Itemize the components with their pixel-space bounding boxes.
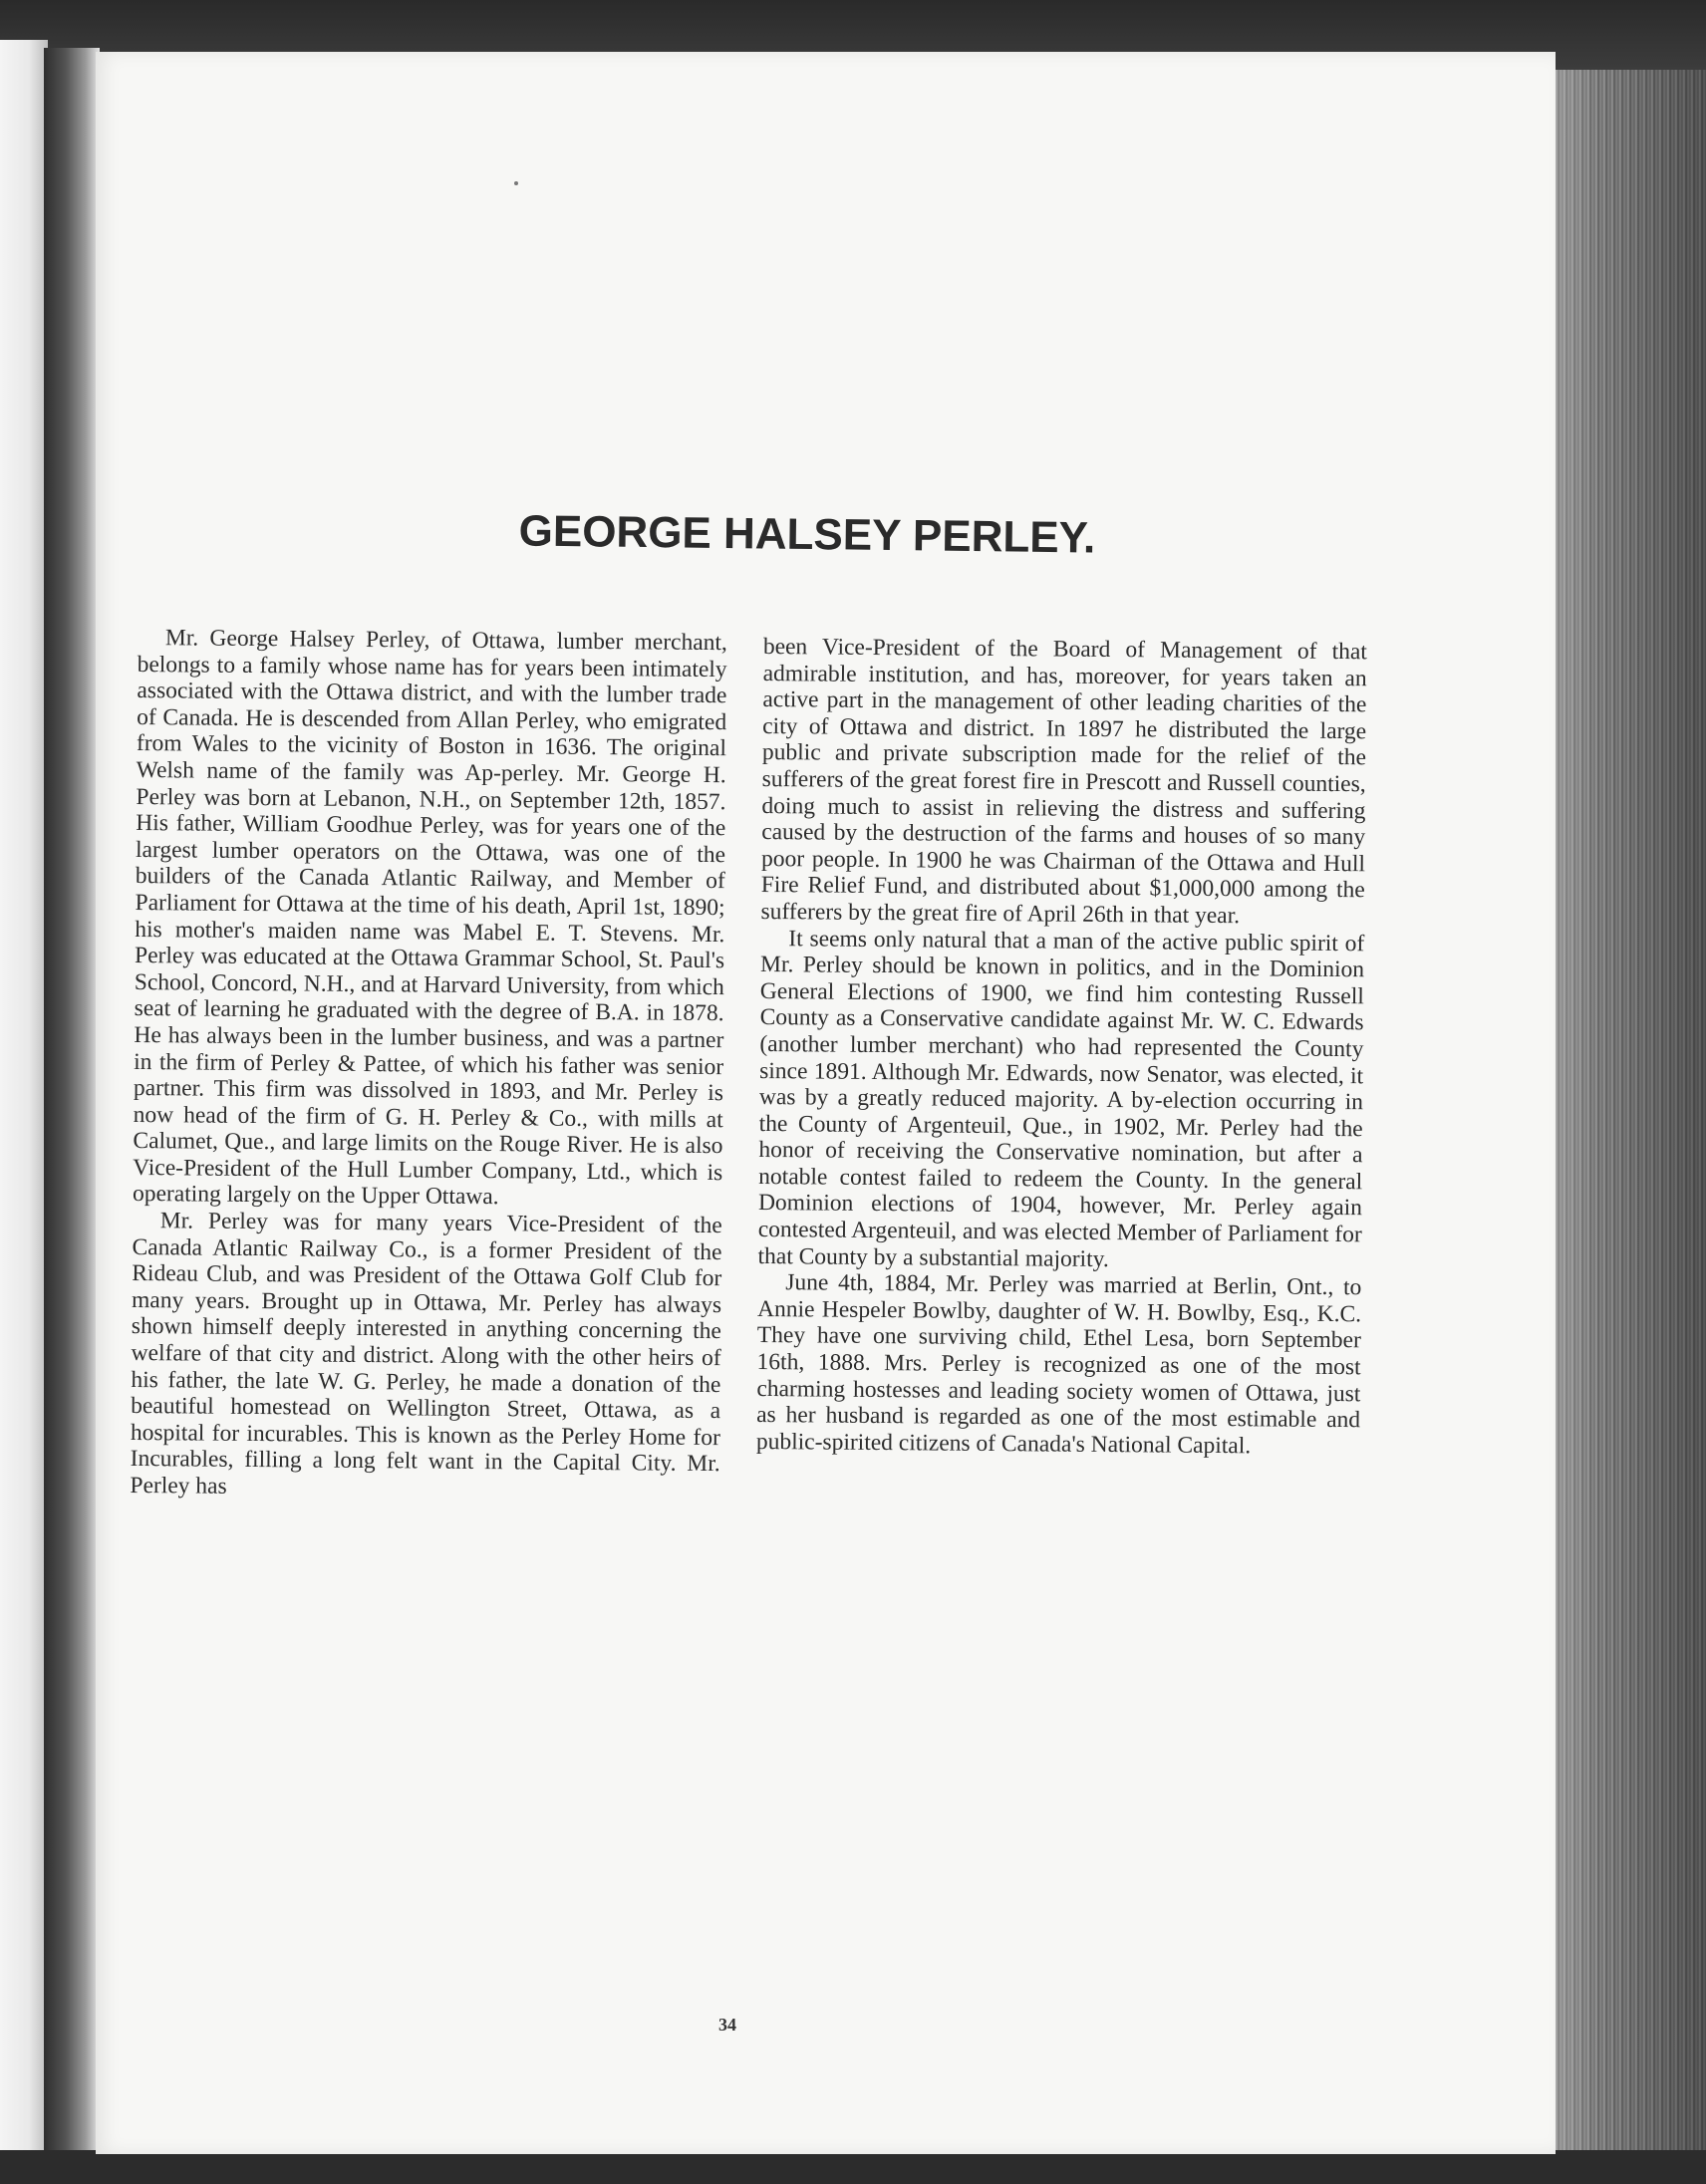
binding-gutter — [44, 48, 100, 2150]
paragraph: Mr. George Halsey Perley, of Ottawa, lumber merchant, belongs to a family whose name has for years been intimately associated with the Ottawa district, and with the lumber trade of Canada. He is descended from Allan Perley, who emigrated from Wales to the vicinity of Boston in 1636. The original Welsh name of the family was Ap-perley. Mr. George H. Perley was born at Lebanon, N.H., on September 12th, 1857. His father, William Goodhue Perley, was for years one of the largest lumber operators on the Ottawa, was one of the builders of the Canada Atlantic Railway, and Member of Parliament for Ottawa at the time of his death, April 1st, 1890; his mother's maiden name was Mabel E. T. Stevens. Mr. Perley was educated at the Ottawa Grammar School, St. Paul's School, Concord, N.H., and at Harvard University, from which seat of learning he graduated with the degree of B.A. in 1878. He has always been in the lumber business, and was a partner in the firm of Perley & Pattee, of which his father was senior partner. This firm was dissolved in 1893, and Mr. Perley is now head of the firm of G. H. Perley & Co., with mills at Calumet, Que., and large limits on the Rouge River. He is also Vice-President of the Hull Lumber Company, Ltd., which is operating largely on the Upper Ottawa. — [132, 625, 727, 1211]
paragraph: Mr. Perley was for many years Vice-President of the Canada Atlantic Railway Co., is a former President of the Rideau Club, and was President of the Ottawa Golf Club for many years. Brought up in Ottawa, Mr. Perley has always shown himself deeply interested in anything concerning the welfare of that city and district. Along with the other heirs of his father, the late W. G. Perley, he made a donation of the beautiful homestead on Wellington Street, Ottawa, as a hospital for incurables. This is known as the Perley Home for Incurables, filling a long felt want in the Capital City. Mr. Perley has — [130, 1208, 722, 1500]
page-title: GEORGE HALSEY PERLEY. — [518, 506, 1096, 563]
paragraph: It seems only natural that a man of the active public spirit of Mr. Perley should be known in politics, and in the Dominion General Elections of 1900, we find him contesting Russell County as a Conservative candidate against Mr. W. C. Edwards (another lumber merchant) who had represented the County since 1891. Although Mr. Edwards, now Senator, was elected, it was by a greatly reduced majority. A by-election occurring in the County of Argenteuil, Que., in 1902, Mr. Perley had the honor of receiving the Conservative nomination, but after a notable contest failed to redeem the County. In the general Dominion elections of 1904, however, Mr. Perley again contested Argenteuil, and was elected Member of Parliament for that County by a substantial majority. — [757, 925, 1365, 1272]
page-stack-shade — [1551, 70, 1706, 2184]
scan-bottom-border — [0, 2150, 1706, 2184]
left-page-edge — [0, 40, 48, 2152]
right-text-column — [756, 634, 1367, 1461]
page-number: 34 — [718, 2015, 736, 2035]
paragraph: June 4th, 1884, Mr. Perley was married at Berlin, Ont., to Annie Hespeler Bowlby, daughter of W. H. Bowlby, Esq., K.C. They have one surviving child, Ethel Lesa, born September 16th, 1888. Mrs. Perley is recognized as one of the most charming hostesses and leading society women of Ottawa, just as her husband is regarded as one of the most estimable and public-spirited citizens of Canada's National Capital. — [755, 1269, 1362, 1460]
left-text-column — [130, 625, 727, 1504]
paper-speck — [514, 181, 518, 185]
paragraph: been Vice-President of the Board of Management of that admirable institution, and has, moreover, for years taken an active part in the management of other leading charities of the city of Ottawa and district. In 1897 he distributed the large public and private subscription made for the relief of the sufferers of the great forest fire in Prescott and Russell counties, doing much to assist in relieving the distress and suffering caused by the destruction of the farms and houses of so many poor people. In 1900 he was Chairman of the Ottawa and Hull Fire Relief Fund, and distributed about $1,000,000 among the sufferers by the great fire of April 26th in that year. — [760, 634, 1367, 930]
